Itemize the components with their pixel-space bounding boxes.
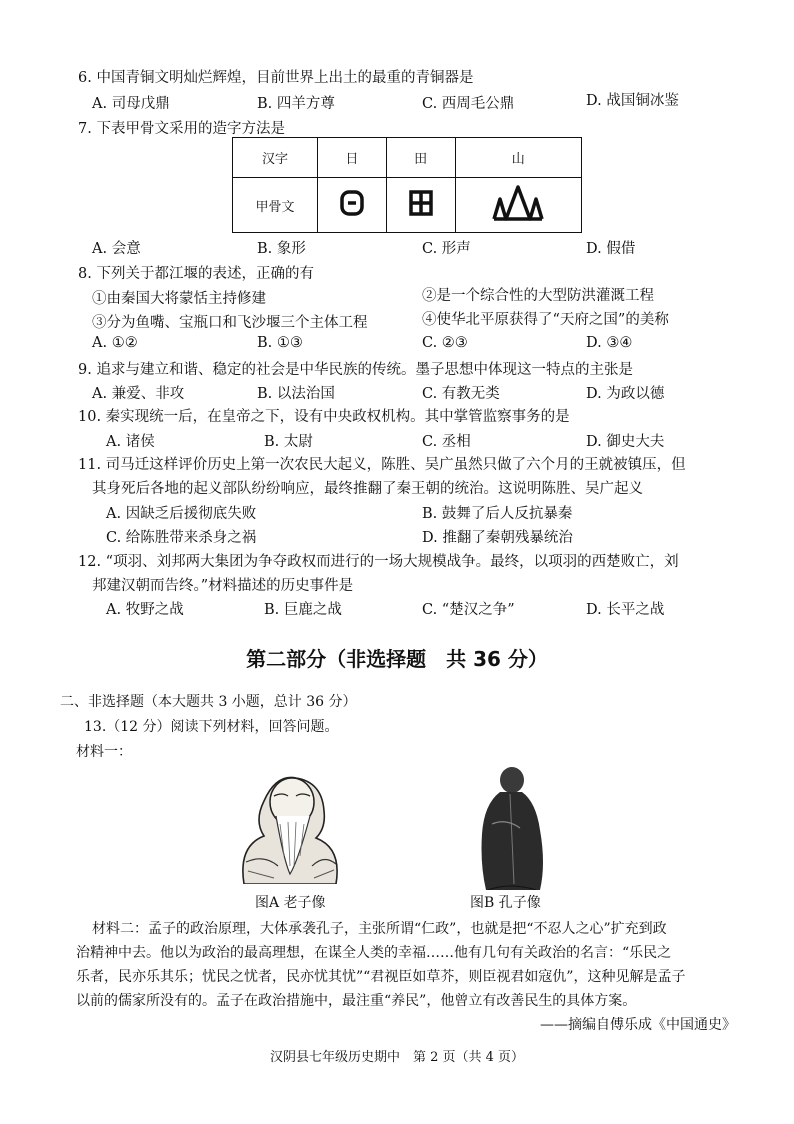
question-11-stem-line-2: 其身死后各地的起义部队纷纷响应，最终推翻了秦王朝的统治。这说明陈胜、吴广起义 xyxy=(92,481,643,497)
table-header-tian: 田 xyxy=(386,138,455,178)
question-8-option-d: D. ③④ xyxy=(586,335,633,351)
table-row-label: 甲骨文 xyxy=(233,178,318,233)
question-11-option-d: D. 推翻了秦朝残暴统治 xyxy=(422,530,573,546)
question-12-stem-line-2: 邦建汉朝而告终。”材料描述的历史事件是 xyxy=(92,578,354,594)
figure-a-caption: 图A 老子像 xyxy=(255,895,326,911)
question-9-option-b: B. 以法治国 xyxy=(257,386,335,402)
question-9-option-d: D. 为政以德 xyxy=(586,386,665,402)
table-header-ri: 日 xyxy=(318,138,387,178)
table-header-shan: 山 xyxy=(455,138,581,178)
question-11-stem-line-1: 11. 司马迁这样评价历史上第一次农民大起义，陈胜、吴广虽然只做了六个月的王就被镇压，但 xyxy=(78,457,686,473)
question-10-option-a: A. 诸侯 xyxy=(106,434,155,450)
material-one-label: 材料一： xyxy=(76,744,132,760)
question-11-option-c: C. 给陈胜带来杀身之祸 xyxy=(106,530,257,546)
oracle-glyph-ri xyxy=(318,178,387,233)
question-12-option-d: D. 长平之战 xyxy=(586,602,665,618)
question-12-option-c: C. “楚汉之争” xyxy=(422,602,515,618)
material-two-line-2: 治精神中去。他以为政治的最高理想，在谋全人类的幸福……他有几句有关政治的名言：“乐民之 xyxy=(76,945,672,961)
question-6-option-a: A. 司母戊鼎 xyxy=(92,96,170,112)
material-two-line-1: 材料二：孟子的政治原理，大体承袭孔子，主张所谓“仁政”，也就是把“不忍人之心”扩充到政 xyxy=(92,921,667,937)
material-two-line-4: 以前的儒家所没有的。孟子在政治措施中，最注重“养民”，他曾立有改善民生的具体方案。 xyxy=(76,993,637,1009)
laozi-portrait-image xyxy=(224,766,354,888)
question-7-option-c: C. 形声 xyxy=(422,241,471,257)
question-10-option-b: B. 太尉 xyxy=(264,434,313,450)
material-two-source: ——摘编自傅乐成《中国通史》 xyxy=(540,1017,736,1033)
question-12-stem-line-1: 12. “项羽、刘邦两大集团为争夺政权而进行的一场大规模战争。最终，以项羽的西楚败亡，刘 xyxy=(78,554,679,570)
part-two-heading: 第二部分（非选择题 共 36 分） xyxy=(246,647,548,671)
question-9-option-c: C. 有教无类 xyxy=(422,386,500,402)
question-8-statement-2: ②是一个综合性的大型防洪灌溉工程 xyxy=(422,288,654,304)
question-11-option-b: B. 鼓舞了后人反抗暴秦 xyxy=(422,506,573,522)
question-8-statement-3: ③分为鱼嘴、宝瓶口和飞沙堰三个主体工程 xyxy=(92,315,368,331)
question-10-stem: 10. 秦实现统一后，在皇帝之下，设有中央政权机构。其中掌管监察事务的是 xyxy=(78,409,570,425)
question-13-stem: 13.（12 分）阅读下列材料，回答问题。 xyxy=(84,719,339,735)
question-9-stem: 9. 追求与建立和谐、稳定的社会是中华民族的传统。墨子思想中体现这一特点的主张是 xyxy=(78,362,633,378)
oracle-bone-table xyxy=(232,137,582,233)
page-footer: 汉阴县七年级历史期中 第 2 页（共 4 页） xyxy=(269,1050,525,1065)
question-8-option-b: B. ①③ xyxy=(257,335,303,351)
figure-b-caption: 图B 孔子像 xyxy=(470,895,541,911)
section-title: 二、非选择题（本大题共 3 小题，总计 36 分） xyxy=(60,694,357,710)
question-12-option-a: A. 牧野之战 xyxy=(106,602,184,618)
question-8-option-c: C. ②③ xyxy=(422,335,468,351)
question-8-stem: 8. 下列关于都江堰的表述，正确的有 xyxy=(78,266,314,282)
question-11-option-a: A. 因缺乏后援彻底失败 xyxy=(106,506,257,522)
question-8-statement-1: ①由秦国大将蒙恬主持修建 xyxy=(92,291,266,307)
question-6-option-d: D. 战国铜冰鉴 xyxy=(586,93,679,109)
oracle-glyph-tian xyxy=(386,178,455,233)
question-7-option-b: B. 象形 xyxy=(257,241,306,257)
question-6-option-c: C. 西周毛公鼎 xyxy=(422,96,515,112)
confucius-portrait-image xyxy=(470,764,550,894)
question-7-option-d: D. 假借 xyxy=(586,241,636,257)
question-10-option-c: C. 丞相 xyxy=(422,434,471,450)
question-9-option-a: A. 兼爱、非攻 xyxy=(92,386,185,402)
question-10-option-d: D. 御史大夫 xyxy=(586,434,665,450)
question-7-stem: 7. 下表甲骨文采用的造字方法是 xyxy=(78,121,285,137)
question-6-stem: 6. 中国青铜文明灿烂辉煌，目前世界上出土的最重的青铜器是 xyxy=(78,70,474,86)
oracle-glyph-shan xyxy=(455,178,581,233)
material-two-line-3: 乐者，民亦乐其乐；忧民之忧者，民亦忧其忧”“君视臣如草芥，则臣视君如寇仇”，这种见解是孟子 xyxy=(76,969,686,985)
question-8-statement-4: ④使华北平原获得了“天府之国”的美称 xyxy=(422,312,669,328)
table-header-hanzi: 汉字 xyxy=(233,138,318,178)
question-12-option-b: B. 巨鹿之战 xyxy=(264,602,342,618)
question-7-option-a: A. 会意 xyxy=(92,241,141,257)
question-8-option-a: A. ①② xyxy=(92,335,138,351)
question-6-option-b: B. 四羊方尊 xyxy=(257,96,335,112)
